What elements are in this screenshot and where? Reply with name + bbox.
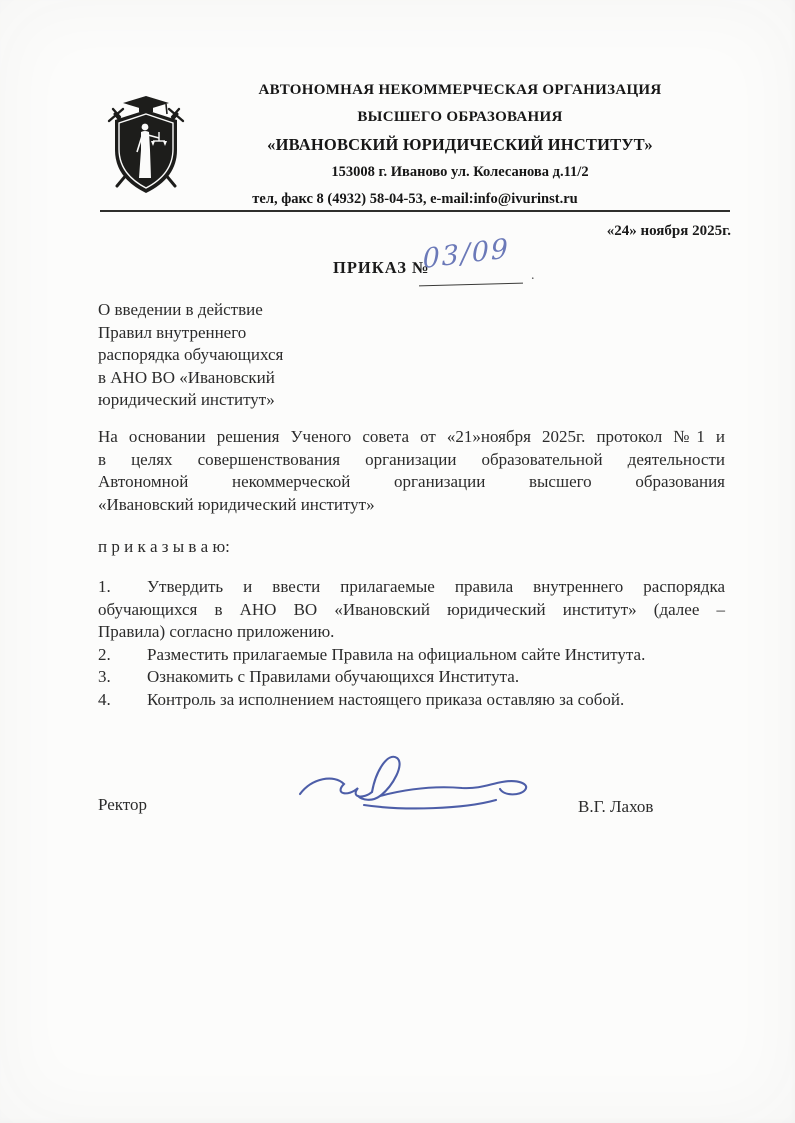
subject-line: О введении в действие bbox=[98, 300, 263, 319]
subject-line: Правил внутреннего bbox=[98, 322, 247, 342]
order-subject bbox=[98, 299, 418, 412]
order-item-line bbox=[98, 689, 725, 712]
institute-emblem-icon bbox=[103, 94, 189, 196]
order-item-line bbox=[98, 666, 725, 689]
order-number-underline bbox=[419, 283, 523, 287]
order-date: «24» ноября 2025г. bbox=[606, 223, 731, 239]
org-contacts: тел, факс 8 (4932) 58-04-53, e-mail:info@ivurinst.ru bbox=[252, 191, 578, 207]
order-items bbox=[98, 576, 725, 711]
order-item-text: Разместить прилагаемые Правила на официальном сайте Института. bbox=[147, 644, 646, 664]
subject-line: в АНО ВО «Ивановский bbox=[98, 367, 275, 387]
header-divider bbox=[100, 210, 730, 212]
subject-line: распорядка обучающихся bbox=[98, 345, 284, 364]
org-address: 153008 г. Иваново ул. Колесанова д.11/2 bbox=[331, 164, 589, 180]
order-item-number: 4. bbox=[98, 689, 111, 709]
order-item-line: обучающихся в АНО ВО «Ивановский юридический институт» (далее – bbox=[98, 599, 725, 619]
preamble-line: «Ивановский юридический институт» bbox=[98, 494, 375, 514]
order-number-dot: . bbox=[531, 268, 535, 283]
signer-name: В.Г. Лахов bbox=[578, 797, 654, 816]
handwritten-signature-icon bbox=[292, 748, 542, 818]
org-name-line1: АВТОНОМНАЯ НЕКОММЕРЧЕСКАЯ ОРГАНИЗАЦИЯ bbox=[258, 82, 662, 98]
order-item-line: Правила) согласно приложению. bbox=[98, 622, 335, 641]
order-item-text: Контроль за исполнением настоящего приказа оставляю за собой. bbox=[147, 689, 625, 709]
order-number-handwritten: 03/09 bbox=[422, 233, 511, 275]
order-item-number: 2. bbox=[98, 644, 111, 664]
order-item-number: 3. bbox=[98, 667, 111, 686]
decree-word: п р и к а з ы в а ю: bbox=[98, 537, 230, 556]
org-name-line2: ВЫСШЕГО ОБРАЗОВАНИЯ bbox=[357, 109, 563, 125]
order-item-text: Утвердить и ввести прилагаемые правила внутреннего распорядка bbox=[147, 577, 725, 596]
order-item-line bbox=[98, 576, 725, 599]
signer-position: Ректор bbox=[98, 795, 148, 814]
org-name-line3: «ИВАНОВСКИЙ ЮРИДИЧЕСКИЙ ИНСТИТУТ» bbox=[267, 135, 653, 154]
order-item-text: Ознакомить с Правилами обучающихся Института. bbox=[147, 667, 520, 686]
preamble-line: в целях совершенствования организации образовательной деятельности bbox=[98, 449, 725, 469]
preamble-line: Автономной некоммерческой организации высшего образования bbox=[98, 472, 725, 491]
order-item-number: 1. bbox=[98, 577, 111, 596]
order-title: ПРИКАЗ № bbox=[333, 258, 430, 277]
order-item-line bbox=[98, 644, 725, 667]
subject-line: юридический институт» bbox=[98, 390, 275, 409]
preamble-line: На основании решения Ученого совета от «21»ноября 2025г. протокол №1 и bbox=[98, 427, 725, 446]
order-preamble bbox=[98, 426, 725, 516]
